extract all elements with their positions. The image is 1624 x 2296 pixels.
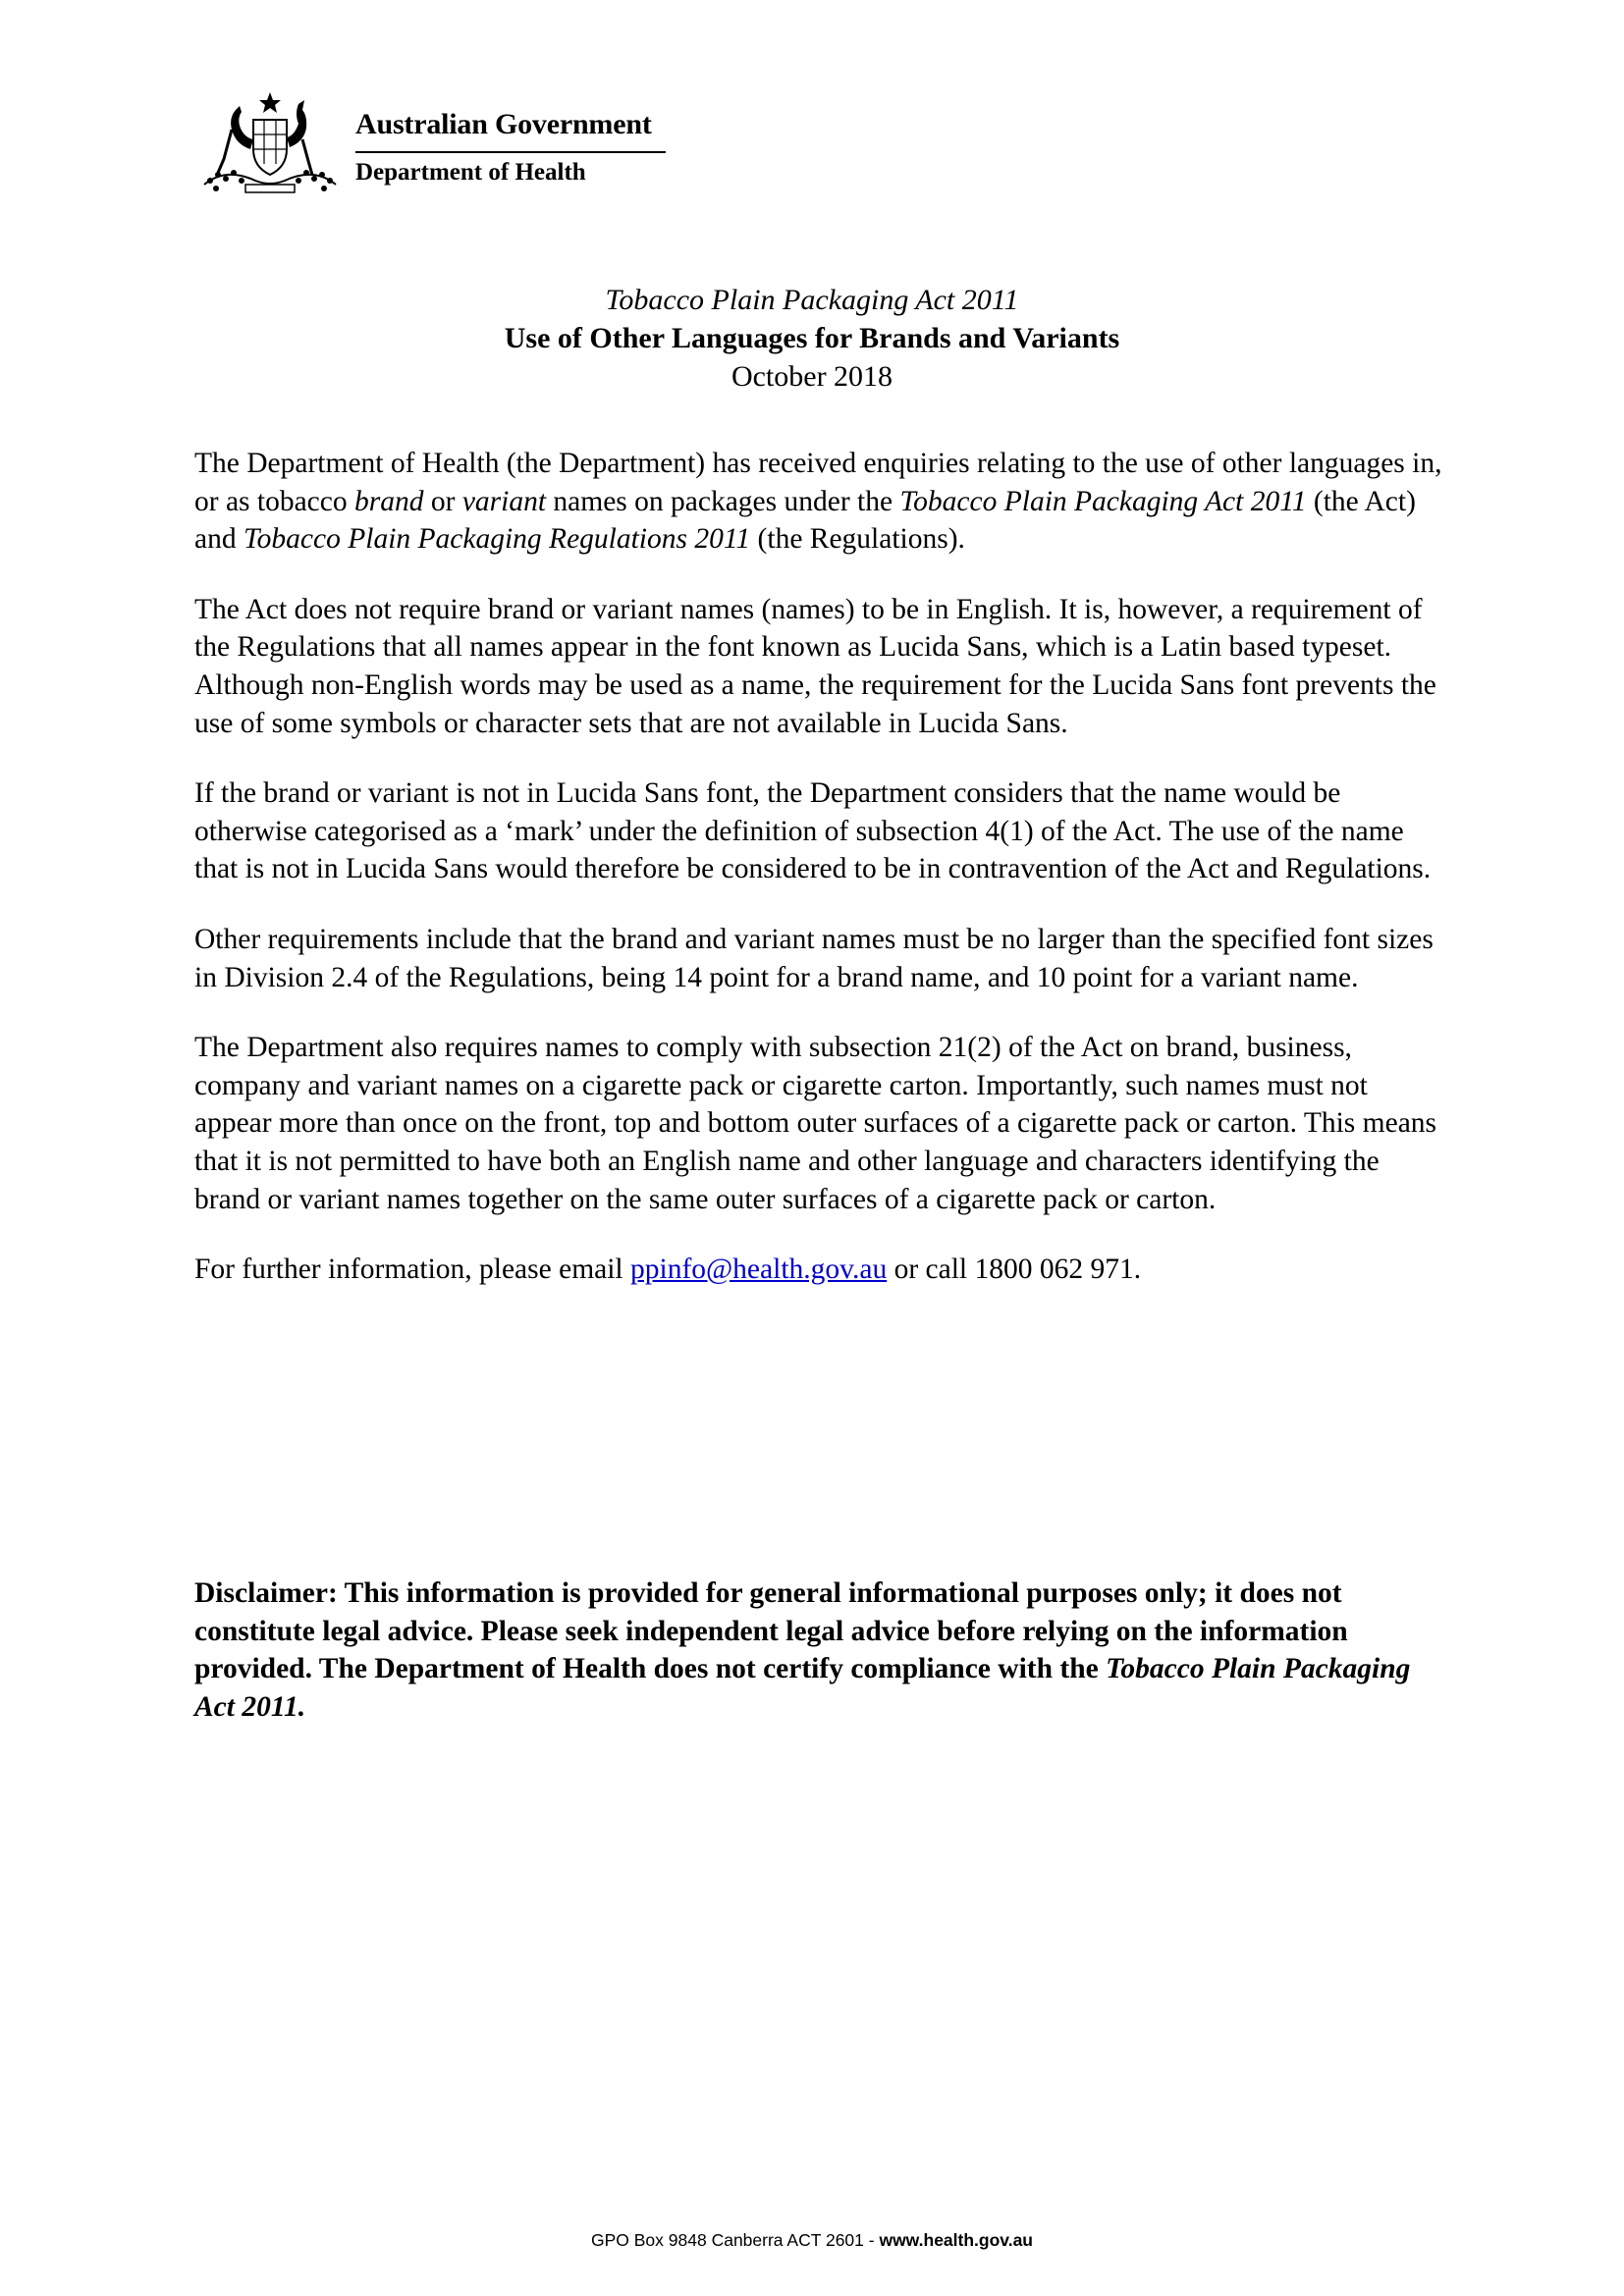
document-date: October 2018 [731,360,893,393]
footer-website[interactable]: www.health.gov.au [879,2230,1033,2250]
document-subtitle: Use of Other Languages for Brands and Variants [504,322,1120,354]
document-body [194,445,1451,1321]
email-link[interactable]: ppinfo@health.gov.au [630,1254,888,1286]
department-name: Department of Health [355,159,586,186]
paragraph-font-sizes: Other requirements include that the brand and variant names must be no larger than the specified font sizes in Division 2.4 of the Regulations, being 14 point for a brand name, and 10 point for a variant name. [194,923,1434,993]
document-title: Tobacco Plain Packaging Act 2011 [605,284,1019,316]
paragraph-intro: The Department of Health (the Department) has received enquiries relating to the use of other languages in, or as tobacco brand or variant names on packages under the Tobacco Plain Packaging Act 2011 (the Act) and Tobacco Plain Packaging Regulations 2011 (the Regulations). [194,448,1442,556]
government-name: Australian Government [355,108,652,140]
paragraph-mark-definition: If the brand or variant is not in Lucida Sans font, the Department considers that the name would be otherwise categorised as a ‘mark’ under the definition of subsection 4(1) of the Act. The use of the name that is not in Lucida Sans would therefore be considered to be in contravention of the Act and Regulations. [194,777,1432,885]
paragraph-lucida-sans: The Act does not require brand or variant names (names) to be in English. It is, however, a requirement of the Regulations that all names appear in the font known as Lucida Sans, which is a Latin based typeset. Although non-English words may be used as a name, the requirement for the Lucida Sans font prevents the use of some symbols or character sets that are not available in Lucida Sans. [194,593,1436,739]
australian-coat-of-arms-icon [196,90,344,198]
document-heading [0,281,1624,396]
footer-address: GPO Box 9848 Canberra ACT 2601 - [591,2230,880,2250]
footer [0,2230,1624,2251]
disclaimer: Disclaimer: This information is provided for general informational purposes only; it does not constitute legal advice. Please seek independent legal advice before relying on the information provided. The Department of Health does not certify compliance with the Tobacco Plain Packaging Act 2011. [194,1577,1411,1723]
header-divider [355,151,666,153]
paragraph-contact: For further information, please email ppinfo@health.gov.au or call 1800 062 971. [194,1254,1142,1286]
paragraph-subsection-21: The Department also requires names to comply with subsection 21(2) of the Act on brand, business, company and variant names on a cigarette pack or cigarette carton. Importantly, such names must not appear more than once on the front, top and bottom outer surfaces of a cigarette pack or carton. This means that it is not permitted to have both an English name and other language and characters identifying the brand or variant names together on the same outer surfaces of a cigarette pack or carton. [194,1032,1437,1215]
header-logo [196,90,687,198]
